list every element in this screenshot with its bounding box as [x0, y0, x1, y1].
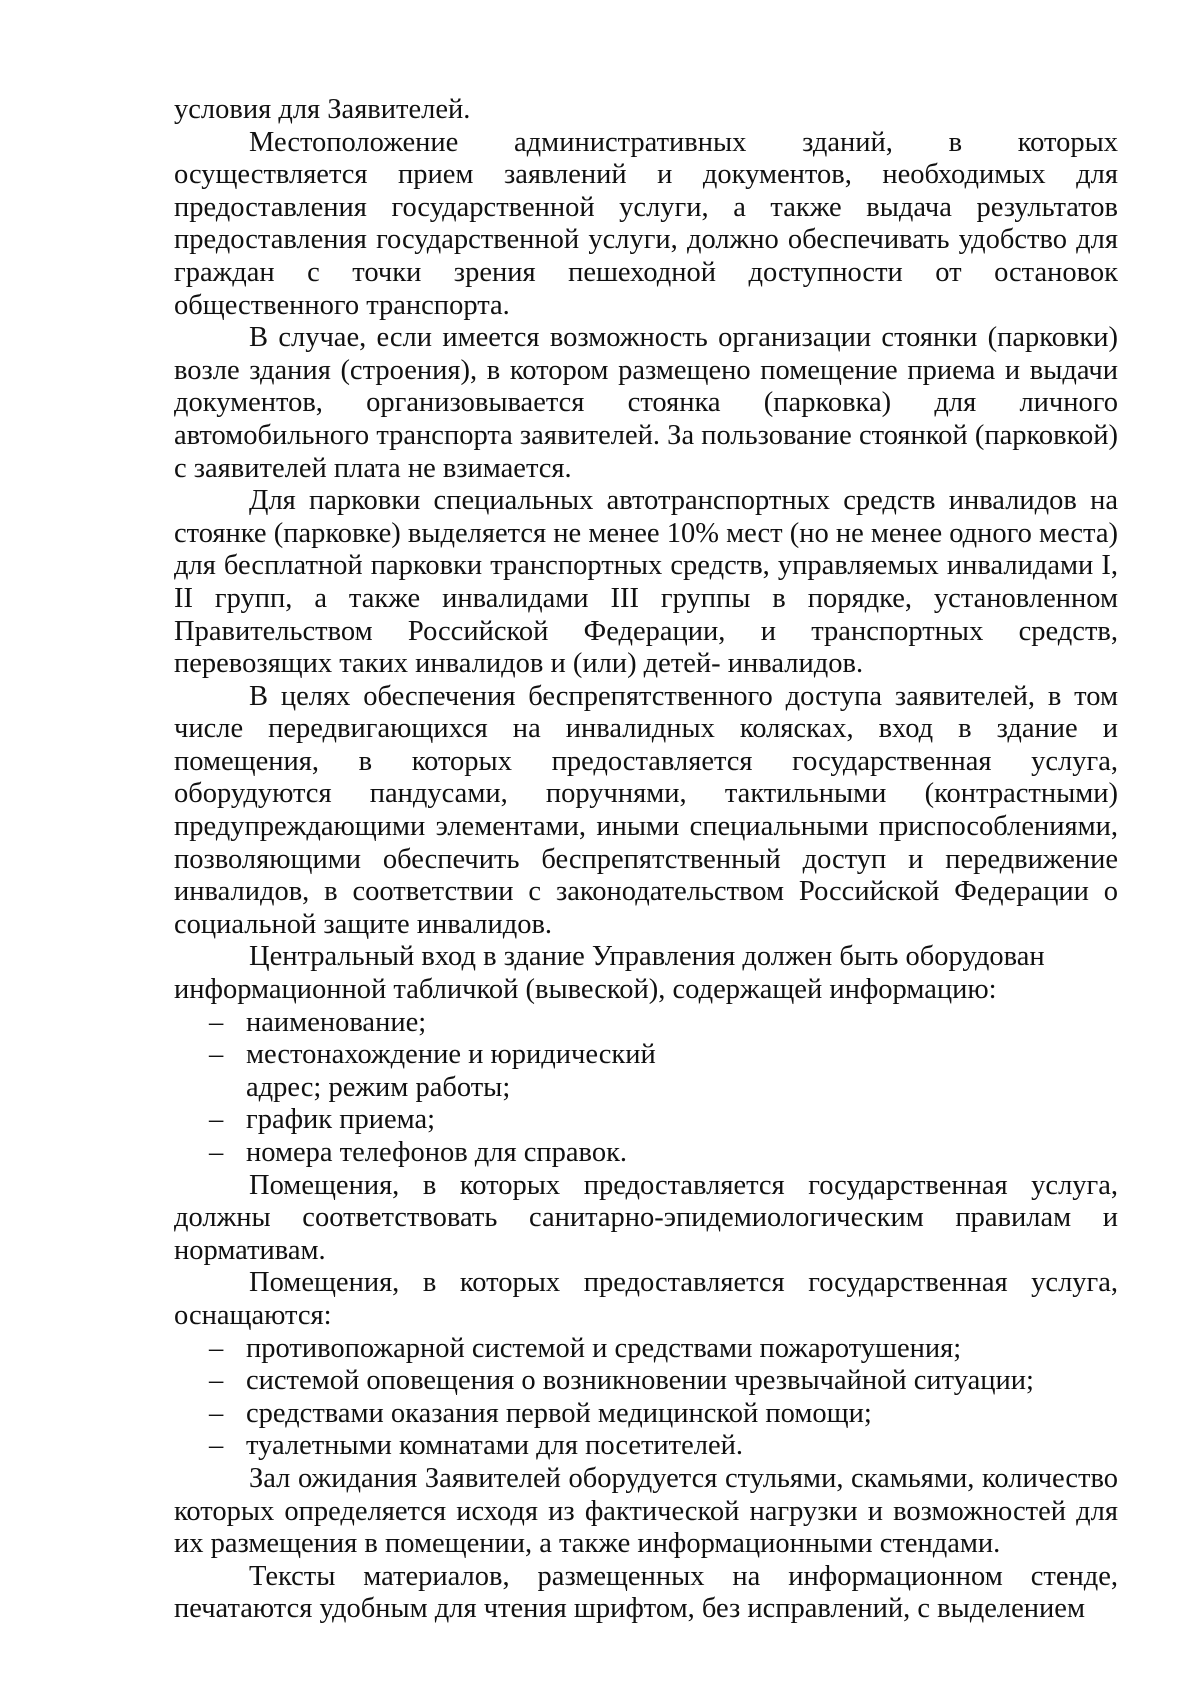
paragraph: В целях обеспечения беспрепятственного доступа заявителей, в том числе передвигающихся на инвалидных колясках, вход в здание и помещения, в которых предоставляется государственная услуга, оборудуются пандусами, поручнями, тактильными (контрастными) предупреждающими элементами, иными специальными приспособлениями, позволяющими обеспечить беспрепятственный доступ и передвижение инвалидов, в соответствии с законодательством Российской Федерации о социальной защите инвалидов. [174, 680, 1118, 940]
list-item [174, 1104, 1118, 1137]
list-item-text: противопожарной системой и средствами пожаротушения; [246, 1332, 962, 1364]
paragraph: Зал ожидания Заявителей оборудуется стульями, скамьями, количество которых определяется исходя из фактической нагрузки и возможностей для их размещения в помещении, а также информационными стендами. [174, 1462, 1118, 1560]
paragraph: Центральный вход в здание Управления должен быть оборудован информационной табличкой (вывеской), содержащей информацию: [174, 941, 1045, 1006]
equipment-list [174, 1333, 1118, 1463]
list-item-text: средствами оказания первой медицинской помощи; [246, 1397, 872, 1429]
list-item [174, 1333, 1118, 1366]
paragraph: условия для Заявителей. [174, 94, 471, 125]
dash-marker: – [209, 1397, 224, 1429]
signage-info-list [174, 1007, 1118, 1170]
list-item [174, 1137, 1118, 1170]
paragraph: Помещения, в которых предоставляется государственная услуга, должны соответствовать санитарно-эпидемиологическим правилам и нормативам. [174, 1169, 1118, 1266]
paragraph: Местоположение административных зданий, в которых осуществляется прием заявлений и документов, необходимых для предоставления государственной услуги, а также выдача результатов предоставления государственной услуги, должно обеспечивать удобство для граждан с точки зрения пешеходной доступности от остановок общественного транспорта. [174, 126, 1118, 321]
paragraph: Тексты материалов, размещенных на информационном стенде, печатаются удобным для чтения шрифтом, без исправлений, с выделением [174, 1560, 1118, 1625]
dash-marker: – [209, 1104, 224, 1136]
paragraph: Помещения, в которых предоставляется государственная услуга, оснащаются: [174, 1267, 1118, 1331]
paragraph: Для парковки специальных автотранспортных средств инвалидов на стоянке (парковке) выделяется не менее 10% мест (но не менее одного места) для бесплатной парковки транспортных средств, управляемых инвалидами I, II групп, а также инвалидами III группы в порядке, установленном Правительством Российской Федерации, и транспортных средств, перевозящих таких инвалидов и (или) детей- инвалидов. [174, 485, 1118, 680]
list-item [174, 1430, 1118, 1463]
list-item [174, 1365, 1118, 1398]
dash-marker: – [209, 1006, 224, 1038]
list-item [174, 1398, 1118, 1431]
list-item [174, 1007, 1118, 1040]
paragraph: В случае, если имеется возможность организации стоянки (парковки) возле здания (строения), в котором размещено помещение приема и выдачи документов, организовывается стоянка (парковка) для личного автомобильного транспорта заявителей. За пользование стоянкой (парковкой) с заявителей плата не взимается. [174, 322, 1118, 484]
dash-marker: – [209, 1365, 224, 1397]
dash-marker: – [209, 1430, 224, 1462]
list-item-text: туалетными комнатами для посетителей. [246, 1430, 744, 1462]
document-page [174, 94, 1118, 1626]
dash-marker: – [209, 1137, 224, 1168]
list-item-text: наименование; [246, 1006, 427, 1038]
dash-marker: – [209, 1332, 224, 1364]
list-item-text: системой оповещения о возникновении чрезвычайной ситуации; [246, 1365, 1034, 1397]
list-item [174, 1039, 1118, 1104]
list-item-text: местонахождение и юридический адрес; режим работы; [246, 1039, 656, 1103]
dash-marker: – [209, 1039, 224, 1071]
list-item-text: график приема; [246, 1104, 436, 1136]
list-item-text: номера телефонов для справок. [246, 1137, 628, 1168]
